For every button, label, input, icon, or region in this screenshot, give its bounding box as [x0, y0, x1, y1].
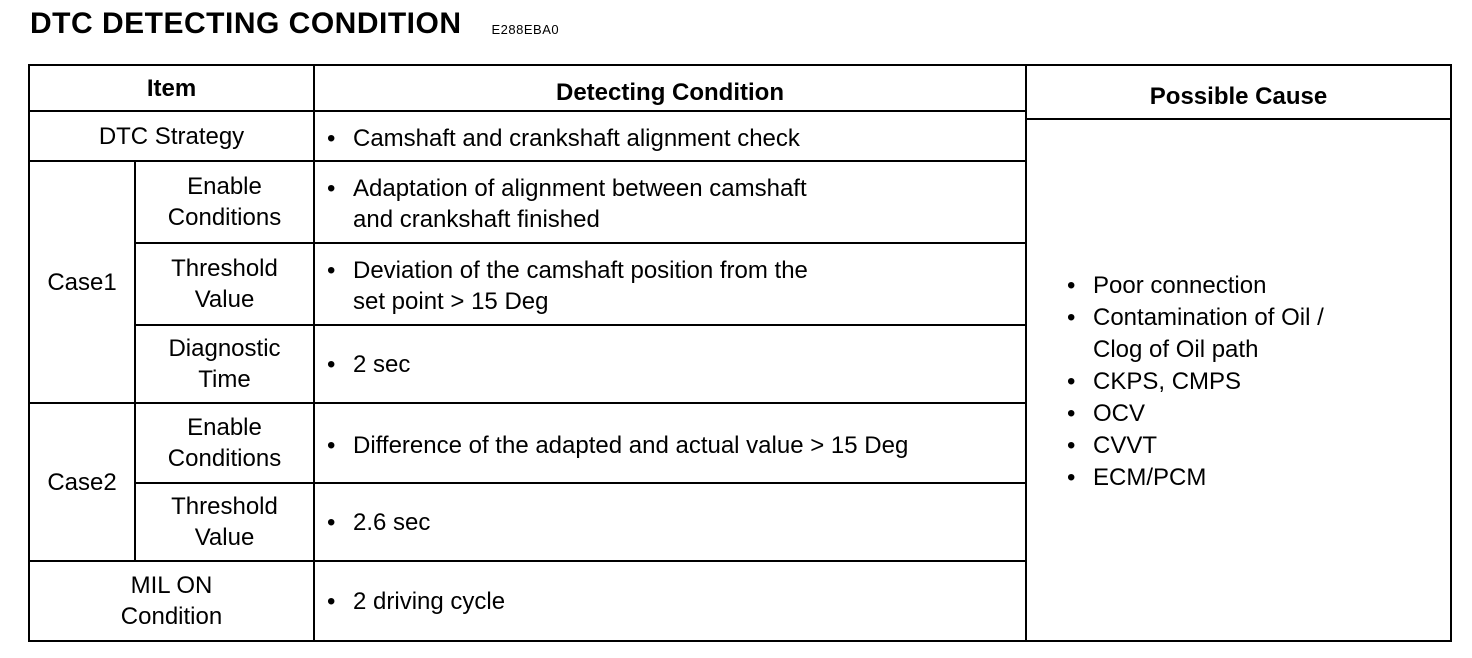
header-item: [30, 66, 313, 110]
row-label-mil-on: [30, 562, 313, 640]
case1-diag-label-line2: Time: [198, 366, 251, 393]
condition-text: [327, 430, 909, 461]
case2-threshold-label-line1: Threshold: [171, 493, 278, 520]
case1-enable-label-line2: Conditions: [167, 204, 282, 231]
row-label-case2: [30, 404, 134, 560]
header-detecting-condition-label: Detecting Condition: [556, 78, 784, 106]
case1-diag-label-cell: [136, 326, 313, 402]
case2-enable-label-line2: Conditions: [167, 445, 282, 472]
header-item-label: Item: [146, 74, 197, 102]
row-condition-dtc-strategy: [315, 114, 1025, 162]
page-header: [30, 6, 559, 42]
possible-cause-cell: [1093, 120, 1448, 640]
header-possible-cause: [1027, 74, 1450, 118]
condition-text: [327, 507, 431, 538]
case1-threshold-label-cell: [136, 244, 313, 324]
case2-enable-condition: Difference of the adapted and actual value > 15 Deg: [353, 431, 909, 459]
bullet-icon: •: [327, 508, 336, 536]
case2-enable-label-line1: Enable: [187, 414, 262, 441]
case1-enable-label-cell: [136, 162, 313, 242]
case1-enable-label-line1: Enable: [187, 173, 262, 200]
case2-threshold-condition: 2.6 sec: [353, 508, 431, 536]
dtc-condition-table: [28, 64, 1452, 642]
page-title: DTC DETECTING CONDITION: [30, 7, 462, 40]
condition-text: [327, 173, 807, 235]
condition-text: [327, 586, 506, 617]
case1-label: Case1: [47, 268, 117, 296]
cause-item: • CKPS, CMPS: [1093, 366, 1324, 398]
cause-item: • Contamination of Oil /: [1093, 302, 1324, 334]
header-detecting-condition: [315, 70, 1025, 114]
case2-enable-condition-cell: [315, 406, 1025, 484]
case1-threshold-condition-cell: [315, 246, 1025, 326]
bullet-icon: •: [327, 431, 336, 459]
header-possible-cause-label: Possible Cause: [1149, 82, 1328, 110]
cause-item: • ECM/PCM: [1093, 462, 1324, 494]
bullet-icon: •: [327, 175, 336, 202]
bullet-icon: •: [327, 350, 336, 378]
case2-label: Case2: [47, 468, 117, 496]
dtc-strategy-label: DTC Strategy: [98, 122, 245, 150]
case1-enable-condition-cell: [315, 164, 1025, 244]
row-label-dtc-strategy: [30, 112, 313, 160]
case1-threshold-label-line1: Threshold: [171, 255, 278, 282]
bullet-icon: •: [327, 257, 336, 284]
mil-label-line2: Condition: [120, 603, 223, 630]
document-code: E288EBA0: [491, 21, 560, 37]
bullet-icon: •: [327, 124, 336, 152]
case1-threshold-label-line2: Value: [194, 286, 255, 313]
possible-cause-list: [1093, 270, 1324, 494]
bullet-icon: •: [327, 587, 336, 615]
cause-item: • OCV: [1093, 398, 1324, 430]
case1-diag-label-line1: Diagnostic: [168, 335, 281, 362]
cause-item: • Poor connection: [1093, 270, 1324, 302]
mil-label-line1: MIL ON: [130, 572, 213, 599]
case1-diag-condition: 2 sec: [353, 350, 411, 378]
cause-item: • CVVT: [1093, 430, 1324, 462]
case2-threshold-condition-cell: [315, 484, 1025, 560]
condition-text: [327, 255, 808, 317]
cause-item-continuation: Clog of Oil path: [1093, 336, 1259, 363]
col-divider-condition-cause: [1025, 66, 1027, 640]
condition-text: [327, 349, 411, 380]
case1-threshold-condition-line2: set point > 15 Deg: [353, 288, 549, 315]
row-condition-mil-on: [315, 562, 1025, 640]
case2-threshold-label-cell: [136, 484, 313, 560]
case2-enable-label-cell: [136, 404, 313, 482]
case1-diag-condition-cell: [315, 326, 1025, 402]
case2-threshold-label-line2: Value: [194, 524, 255, 551]
condition-text: [327, 123, 800, 154]
case1-threshold-condition-line1: Deviation of the camshaft position from the: [353, 257, 808, 284]
case1-enable-condition-line2: and crankshaft finished: [353, 206, 600, 233]
dtc-strategy-condition: Camshaft and crankshaft alignment check: [353, 124, 800, 152]
case1-enable-condition-line1: Adaptation of alignment between camshaft: [353, 175, 807, 202]
mil-condition: 2 driving cycle: [353, 587, 506, 615]
row-label-case1: [30, 162, 134, 402]
